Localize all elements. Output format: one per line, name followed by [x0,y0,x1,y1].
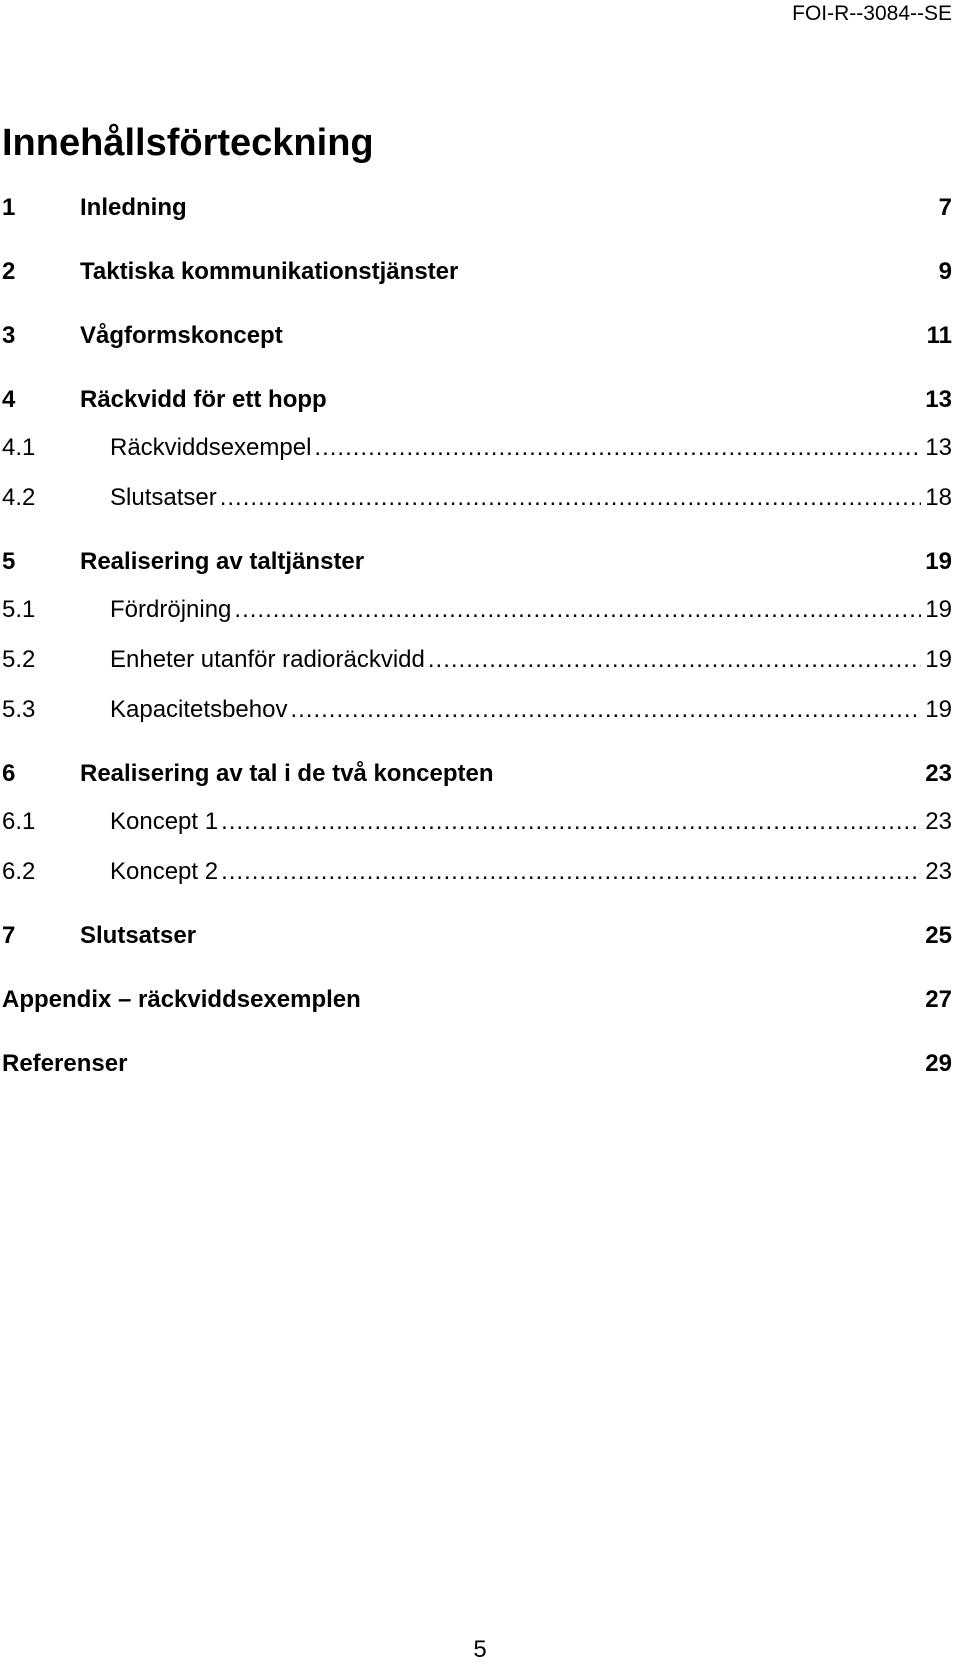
toc-entry-page: 23 [925,858,952,885]
toc-entry-page: 29 [925,1050,952,1077]
toc-entry-page: 11 [926,322,952,349]
toc-entry-number: 4.1 [2,434,36,461]
toc-entry-section[interactable] [2,434,952,462]
toc-entry-number: 6.2 [2,858,36,885]
page-title: Innehållsförteckning [2,122,374,164]
toc-entry-page: 13 [925,434,952,461]
toc-entry-label: Slutsatser [80,922,197,949]
toc-entry-label: Taktiska kommunikationstjänster [80,258,459,285]
toc-entry-page: 18 [925,484,952,511]
toc-entry-label: Inledning [80,194,187,221]
toc-entry-number: 2 [2,258,16,285]
dot-leader [220,484,922,512]
toc-entry-chapter[interactable] [2,760,952,788]
toc-entry-number: 5.2 [2,646,36,673]
page-number: 5 [473,1636,487,1663]
toc-entry-number: 6.1 [2,808,36,835]
dot-leader [221,808,921,836]
toc-entry-number: 6 [2,760,16,787]
toc-entry-section[interactable] [2,858,952,886]
toc-entry-page: 13 [925,386,952,413]
toc-entry-label: Koncept 2 [110,858,219,885]
toc-entry-page: 9 [938,258,952,285]
toc-entry-chapter[interactable] [2,322,952,350]
toc-entry-label: Realisering av taltjänster [80,548,365,575]
toc-entry-label: Koncept 1 [110,808,219,835]
toc-entry-chapter[interactable] [2,194,952,222]
toc-entry-label: Räckviddsexempel [110,434,312,461]
toc-entry-label: Kapacitetsbehov [110,696,288,723]
toc-entry-page: 19 [925,696,952,723]
toc-entry-number: 1 [2,194,16,221]
toc-entry-label: Enheter utanför radioräckvidd [110,646,425,673]
toc-entry-page: 7 [938,194,952,221]
toc-entry-section[interactable] [2,484,952,512]
toc-entry-chapter[interactable] [2,922,952,950]
toc-entry-page: 19 [925,646,952,673]
toc-entry-page: 27 [925,986,952,1013]
toc-entry-label: Slutsatser [110,484,217,511]
toc-entry-page: 23 [925,808,952,835]
toc-entry-page: 25 [925,922,952,949]
toc-entry-label: Räckvidd för ett hopp [80,386,327,413]
toc-entry-chapter[interactable] [2,386,952,414]
toc-entry-section[interactable] [2,596,952,624]
toc-entry-chapter[interactable] [2,258,952,286]
toc-entry-label: Appendix – räckviddsexemplen [2,986,361,1013]
toc-entry-page: 19 [925,548,952,575]
toc-entry-chapter[interactable] [2,548,952,576]
toc-entry-page: 19 [925,596,952,623]
toc-entry-label: Referenser [2,1050,128,1077]
toc-entry-references[interactable] [2,1050,952,1078]
dot-leader [221,858,921,886]
toc-entry-number: 4 [2,386,16,413]
toc-entry-label: Realisering av tal i de två koncepten [80,760,494,787]
toc-entry-label: Vågformskoncept [80,322,283,349]
toc-entry-section[interactable] [2,808,952,836]
toc-entry-page: 23 [925,760,952,787]
toc-entry-section[interactable] [2,646,952,674]
toc-entry-section[interactable] [2,696,952,724]
dot-leader [234,596,921,624]
toc-entry-number: 5.1 [2,596,36,623]
dot-leader [428,646,921,674]
toc-entry-number: 7 [2,922,16,949]
toc-entry-appendix[interactable] [2,986,952,1014]
toc-entry-number: 3 [2,322,16,349]
toc-entry-number: 5 [2,548,16,575]
toc-entry-number: 5.3 [2,696,36,723]
toc-entry-label: Fördröjning [110,596,232,623]
dot-leader [314,434,921,462]
dot-leader [290,696,921,724]
toc-entry-number: 4.2 [2,484,36,511]
report-id: FOI-R--3084--SE [792,2,952,25]
